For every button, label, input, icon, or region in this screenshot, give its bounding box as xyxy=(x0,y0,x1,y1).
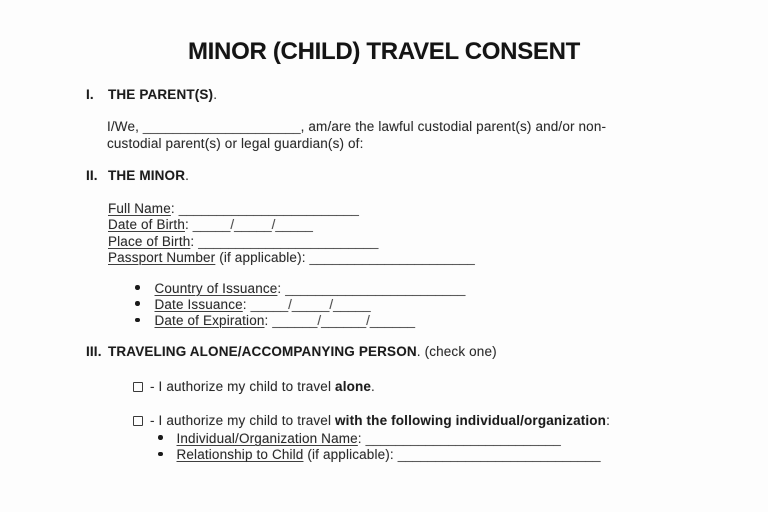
section-minor-heading xyxy=(86,168,768,185)
checkbox-travel-accompanied[interactable] xyxy=(133,416,143,426)
option-travel-accompanied-emphasis: with the following individual/organization xyxy=(335,413,607,429)
bullet-icon xyxy=(135,318,140,323)
bullet-date-of-expiration xyxy=(135,313,768,329)
bullet-country-of-issuance-body xyxy=(155,281,466,297)
relationship-to-child-blank[interactable]: ___________________________ xyxy=(397,447,601,463)
bullet-relationship-to-child-body xyxy=(177,447,601,463)
individual-organization-name-blank[interactable]: __________________________ xyxy=(365,431,561,447)
individual-organization-name-sep: : xyxy=(357,431,366,447)
section-parents-numeral: I. xyxy=(86,87,94,102)
option-travel-accompanied-pre: - I authorize my child to travel xyxy=(150,413,336,429)
bullet-relationship-to-child xyxy=(158,447,768,463)
option-travel-accompanied-text xyxy=(150,413,610,430)
field-place-of-birth-sep: : xyxy=(190,233,199,249)
section-minor-numeral: II. xyxy=(86,167,98,183)
bullet-date-of-expiration-body xyxy=(155,313,415,329)
country-of-issuance-sep: : xyxy=(277,280,286,296)
field-date-of-birth-sep: : xyxy=(184,217,193,233)
field-full-name-label: Full Name xyxy=(108,201,171,216)
bullet-icon xyxy=(135,285,140,290)
section-travel-title xyxy=(108,344,497,361)
field-passport-number xyxy=(108,250,768,266)
option-travel-alone-emphasis: alone xyxy=(335,379,372,395)
field-place-of-birth-blank[interactable]: ________________________ xyxy=(198,233,379,249)
accompanying-details-list xyxy=(0,431,768,464)
date-issuance-sep: : xyxy=(242,296,251,312)
section-parents-title xyxy=(108,87,217,104)
bullet-date-issuance xyxy=(135,297,768,313)
option-travel-alone-text xyxy=(150,379,375,396)
field-place-of-birth-label: Place of Birth xyxy=(108,233,191,249)
bullet-country-of-issuance xyxy=(135,281,768,297)
field-date-of-birth-label: Date of Birth xyxy=(108,217,185,233)
option-travel-accompanied-post: : xyxy=(606,413,610,429)
option-travel-alone xyxy=(133,379,768,396)
section-travel-numeral: III. xyxy=(86,343,102,359)
bullet-date-issuance-body xyxy=(155,297,371,313)
section-travel-title-text: TRAVELING ALONE/ACCOMPANYING PERSON xyxy=(108,343,417,359)
parents-names-blank[interactable]: _____________________ xyxy=(142,118,301,134)
date-issuance-label: Date Issuance xyxy=(154,296,243,312)
section-minor-title xyxy=(108,168,189,185)
document-title: MINOR (CHILD) TRAVEL CONSENT xyxy=(187,38,581,65)
field-passport-number-label: Passport Number xyxy=(108,249,216,265)
field-full-name-sep: : xyxy=(170,201,179,216)
bullet-individual-organization-body xyxy=(177,431,561,447)
country-of-issuance-label: Country of Issuance xyxy=(154,280,278,296)
relationship-to-child-sep: (if applicable): xyxy=(303,447,398,463)
option-travel-accompanied xyxy=(133,413,768,430)
option-travel-alone-pre: - I authorize my child to travel xyxy=(150,379,336,395)
parents-intro-paragraph xyxy=(107,118,629,152)
parents-intro-post: , am/are the lawful custodial parent(s) and/or non-custodial parent(s) or legal guardian(s) of: xyxy=(107,118,607,151)
date-issuance-blank[interactable]: _____/_____/_____ xyxy=(250,296,371,312)
section-minor-title-suffix: . xyxy=(185,167,190,183)
date-of-expiration-sep: : xyxy=(264,313,273,329)
field-passport-number-blank[interactable]: ______________________ xyxy=(309,249,475,265)
option-travel-alone-post: . xyxy=(371,379,375,395)
section-travel-title-suffix: . (check one) xyxy=(416,343,497,359)
field-passport-number-sep: (if applicable): xyxy=(215,249,310,265)
bullet-icon xyxy=(135,301,140,306)
section-minor-title-text: THE MINOR xyxy=(108,167,186,183)
date-of-expiration-blank[interactable]: ______/______/______ xyxy=(272,313,415,329)
date-of-expiration-label: Date of Expiration xyxy=(154,313,265,329)
section-parents-title-suffix: . xyxy=(213,87,218,102)
field-full-name-blank[interactable]: ________________________ xyxy=(178,201,359,216)
field-date-of-birth xyxy=(108,217,768,233)
bullet-icon xyxy=(158,452,163,457)
section-parents-heading xyxy=(86,87,768,104)
field-place-of-birth xyxy=(108,234,768,250)
field-full-name xyxy=(108,201,768,217)
bullet-icon xyxy=(158,435,163,440)
minor-fields-list xyxy=(108,201,768,266)
section-travel-heading xyxy=(86,344,768,361)
checkbox-travel-alone[interactable] xyxy=(133,382,143,392)
passport-details-list xyxy=(0,281,768,330)
section-parents-title-text: THE PARENT(S) xyxy=(108,87,214,102)
country-of-issuance-blank[interactable]: ________________________ xyxy=(285,280,466,296)
individual-organization-name-label: Individual/Organization Name xyxy=(176,431,358,447)
bullet-individual-organization-name xyxy=(158,431,768,447)
field-date-of-birth-blank[interactable]: _____/_____/_____ xyxy=(192,217,313,233)
relationship-to-child-label: Relationship to Child xyxy=(176,447,304,463)
parents-intro-pre: I/We, xyxy=(107,118,143,134)
